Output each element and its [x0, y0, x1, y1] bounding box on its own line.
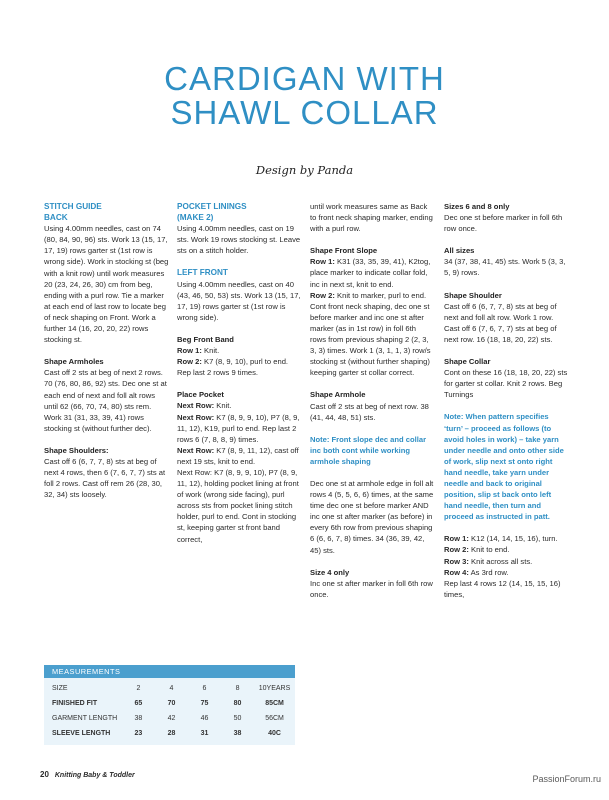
table-cell: 31 — [200, 730, 209, 737]
table-cell: 38 — [233, 730, 242, 737]
table-row — [52, 681, 295, 696]
front-slope-cont: Cont front neck shaping, dec one st before marker and inc one st after marker (as in 1st row) in foll 6th rows from previous shaping 2 (2, 3, 3, 3) times. Work 1 (3, 1, 1, 3) row/s stocking st (without further shaping) keeping garter st collar correct. — [310, 301, 431, 378]
table-cell: 42 — [167, 715, 176, 722]
left-front-heading: LEFT FRONT — [177, 268, 228, 278]
row-label: SIZE — [52, 685, 68, 692]
left-front-text: Using 4.00mm needles, cast on 40 (43, 46, 50, 53) sts. Work 13 (15, 17, 17, 19) rows garter st (1st row is wrong side). — [177, 279, 301, 322]
dec-text: Dec one st at armhole edge in foll alt rows 4 (5, 5, 6, 6) times, at the same time dec one st before marker AND inc one st after marker (as before) in every 6th row from previous shaping 6 (6, 6, 7, 8) times. 34 (36, 39, 42, 45) sts. — [310, 478, 434, 555]
shape-front-slope-heading: Shape Front Slope — [310, 246, 378, 256]
place-pocket-heading: Place Pocket — [177, 390, 224, 400]
row-label: SLEEVE LENGTH — [52, 730, 111, 737]
back-heading: BACK — [44, 213, 68, 223]
shape-shoulders-heading: Shape Shoulders: — [44, 445, 109, 455]
next-row-4: Next Row: K7 (8, 9, 9, 10), P7 (8, 9, 11, 12), holding pocket lining at front of work (wrong side facing), purl across sts from pocket lining stitch holder, purl to end. Cont in stocking st, keeping garter st front band correct, — [177, 467, 299, 544]
page-title: CARDIGAN WITH SHAWL COLLAR — [164, 60, 445, 131]
note-turn: Note: When pattern specifies ‘turn’ – proceed as follows (to avoid holes in work) – take yarn under needle and onto other side of work, slip next st onto right hand needle, take yarn under needle and back to original position, slip st back onto left hand needle, then turn and proceed as instructed in patt. — [444, 412, 564, 522]
column-3 — [310, 201, 434, 600]
table-cell: 28 — [167, 730, 176, 737]
table-cell: 56CM — [265, 715, 284, 722]
table-cell: 8 — [235, 685, 240, 692]
column-1 — [44, 201, 169, 500]
back-text: Using 4.00mm needles, cast on 74 (80, 84, 90, 96) sts. Work 13 (15, 17, 17, 19) rows garter st (1st row is wrong side). Work in stocking st (beg with a knit row) until work measures 20 (23, 24, 26, 30) cm from beg, ending with a purl row. Tie a marker at each end of last row to locate beg of neck shaping on Front. Work a further 14 (16, 20, 20, 22) rows stocking st. — [44, 224, 169, 345]
turn-repeat-text: Rep last 4 rows 12 (14, 15, 15, 16) times, — [444, 578, 561, 599]
table-row — [52, 696, 295, 711]
size-4-heading: Size 4 only — [310, 567, 350, 577]
all-sizes-text: 34 (37, 38, 41, 45) sts. Work 5 (3, 3, 5, 9) rows. — [444, 257, 566, 278]
table-cell: 40C — [268, 730, 281, 737]
table-cell: 2 — [136, 685, 141, 692]
turn-row-4: Row 4: As 3rd row. — [444, 567, 509, 577]
next-row-3: Next Row: K7 (8, 9, 11, 12), cast off next 19 sts, knit to end. — [177, 445, 299, 466]
sizes-6-8-text: Dec one st before marker in foll 6th row once. — [444, 213, 563, 234]
turn-row-1: Row 1: K12 (14, 14, 15, 16), turn. — [444, 534, 558, 544]
table-cell: 65 — [134, 700, 143, 707]
front-slope-row-2: Row 2: Knit to marker, purl to end. — [310, 290, 427, 300]
front-slope-row-1: Row 1: K31 (33, 35, 39, 41), K2tog, place marker to indicate collar fold, inc in next st, knit to end. — [310, 257, 431, 289]
row-label: GARMENT LENGTH — [52, 715, 118, 722]
turn-row-2: Row 2: Knit to end. — [444, 545, 510, 555]
pocket-linings-heading: POCKET LININGS — [177, 202, 247, 211]
shape-collar-heading: Shape Collar — [444, 357, 491, 367]
next-row-1: Next Row: Knit. — [177, 401, 232, 411]
column-2 — [177, 201, 301, 545]
table-row — [52, 726, 295, 741]
all-sizes-heading: All sizes — [444, 246, 475, 256]
size-4-text: Inc one st after marker in foll 6th row once. — [310, 578, 433, 599]
continued-text: until work measures same as Back to front neck shaping marker, ending with a purl row. — [310, 202, 433, 234]
table-cell: 38 — [134, 715, 143, 722]
table-cell: 80 — [233, 700, 242, 707]
watermark: PassionForum.ru — [532, 774, 601, 784]
shape-shoulder-heading: Shape Shoulder — [444, 290, 502, 300]
table-cell: 4 — [169, 685, 174, 692]
shoulders-text: Cast off 6 (6, 7, 7, 8) sts at beg of next 4 rows, then 6 (7, 6, 7, 7) sts at foll 2 rows. Cast off rem 26 (28, 30, 32, 34) sts loosely. — [44, 456, 166, 500]
table-cell: 85CM — [265, 700, 284, 707]
table-cell: 75 — [200, 700, 209, 707]
table-cell: 50 — [233, 715, 242, 722]
table-cell: 23 — [134, 730, 143, 737]
measurements-table — [44, 665, 295, 745]
row-label: FINISHED FIT — [52, 700, 98, 707]
table-cell: 70 — [167, 700, 176, 707]
make-2-heading: (MAKE 2) — [177, 213, 214, 223]
stitch-guide-heading: STITCH GUIDE — [44, 202, 102, 211]
armholes-text: Cast off 2 sts at beg of next 2 rows. 70 (76, 80, 86, 92) sts. Dec one st at each end of next and foll alt rows until 62 (66, 70, 74, 80) sts rem. Work 31 (31, 33, 39, 41) rows stocking st (without further dec). — [44, 368, 167, 433]
column-4 — [444, 201, 568, 600]
byline: Design by Panda — [255, 163, 354, 177]
collar-text: Cont on these 16 (18, 18, 20, 22) sts for garter st collar. Knit 2 rows. Beg Turnings — [444, 368, 568, 400]
sizes-6-8-heading: Sizes 6 and 8 only — [444, 202, 510, 211]
shoulder-text: Cast off 6 (6, 7, 7, 8) sts at beg of next and foll alt row. Work 1 row. Cast off 6 (7, 6, 7, 7) sts at beg of next row. 16 (18, 18, 20, 22) sts. — [444, 301, 557, 344]
shape-armholes-heading: Shape Armholes — [44, 357, 104, 367]
row-2-instruction: Row 2: K7 (8, 9, 10), purl to end. — [177, 357, 289, 367]
table-row — [52, 711, 295, 726]
pocket-text: Using 4.00mm needles, cast on 19 sts. Work 19 rows stocking st. Leave sts on a stitch holder. — [177, 224, 301, 256]
armhole-text: Cast off 2 sts at beg of next row. 38 (41, 44, 48, 51) sts. — [310, 401, 429, 422]
repeat-text: Rep last 2 rows 9 times. — [177, 368, 259, 378]
note-front-slope: Note: Front slope dec and collar inc both cont while working armhole shaping — [310, 434, 427, 466]
table-cell: 10YEARS — [258, 685, 291, 692]
table-cell: 6 — [202, 685, 207, 692]
measurements-header: MEASUREMENTS — [44, 665, 295, 678]
row-1-instruction: Row 1: Knit. — [177, 346, 220, 356]
shape-armhole-heading: Shape Armhole — [310, 390, 366, 400]
next-row-2: Next Row: K7 (8, 9, 9, 10), P7 (8, 9, 11, 12), K19, purl to end. Rep last 2 rows 6 (7, 8, 8, 9) times. — [177, 412, 300, 444]
magazine-name: Knitting Baby & Toddler — [54, 772, 135, 779]
table-cell: 46 — [200, 715, 209, 722]
turn-row-3: Row 3: Knit across all sts. — [444, 556, 533, 566]
page-number: 20 — [40, 770, 49, 779]
measurements-grid — [52, 681, 295, 741]
page-footer — [40, 770, 135, 779]
beg-front-band-heading: Beg Front Band — [177, 334, 234, 344]
